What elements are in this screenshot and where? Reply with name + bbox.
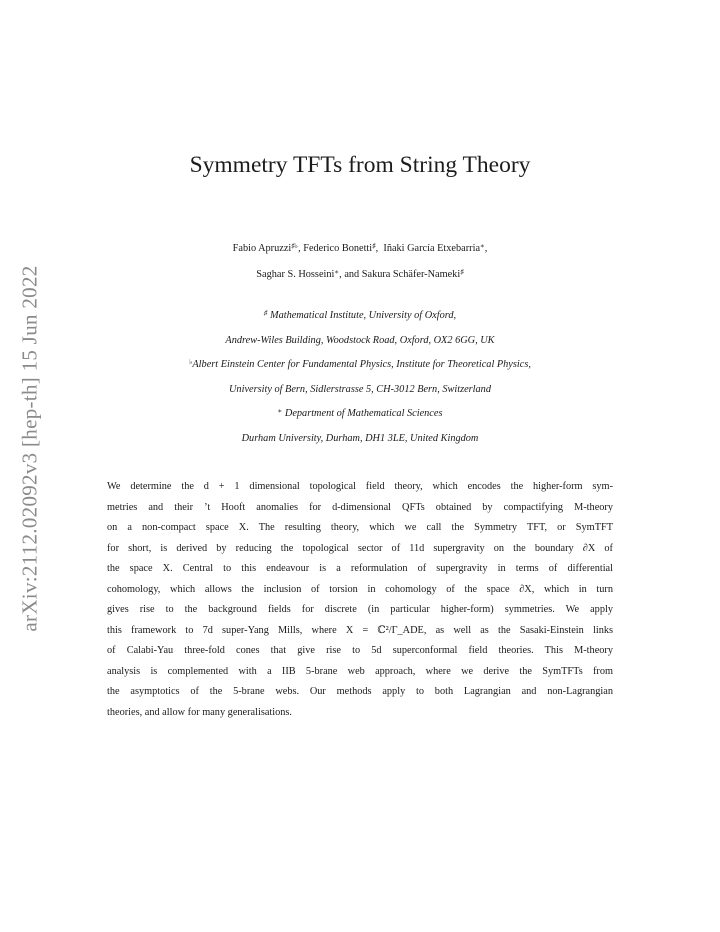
arxiv-identifier-text: arXiv:2112.02092v3 [hep-th] 15 Jun 2022	[17, 264, 42, 632]
author-affiliation-mark: ♯♭	[291, 242, 299, 250]
author-affiliation-mark: ∗	[480, 242, 485, 250]
abstract	[107, 477, 613, 723]
affiliation-oxford	[0, 304, 720, 353]
affiliation-line: Department of Mathematical Sciences	[284, 408, 443, 419]
affiliation-mark: ♭	[189, 358, 193, 366]
abstract-line: on a non-compact space X. The resulting theory, which we call the Symmetry TFT, or SymTFT	[107, 522, 613, 533]
abstract-line: of Calabi-Yau three-fold cones that give rise to 5d superconformal field theories. This M-theory	[107, 645, 613, 656]
author-line-1: Fabio Apruzzi♯♭, Federico Bonetti♯, Iñaki García Etxebarria∗,	[232, 242, 488, 254]
abstract-line: the asymptotics of the 5-brane webs. Our methods apply to both Lagrangian and non-Lagrangian	[107, 686, 613, 697]
affiliation-line: Mathematical Institute, University of Oxford,	[270, 310, 457, 321]
affiliation-list	[0, 304, 720, 451]
author-affiliation-mark: ♯	[372, 242, 376, 250]
affiliation-mark: ∗	[277, 407, 283, 415]
abstract-line: metries and their ’t Hooft anomalies for d-dimensional QFTs obtained by compactifying M-theory	[107, 501, 613, 513]
author-line-2: Saghar S. Hosseini∗, and Sakura Schäfer-Nameki♯	[256, 268, 464, 280]
author-name: Sakura Schäfer-Nameki	[361, 269, 461, 280]
abstract-line: theories, and allow for many generalisations.	[107, 706, 293, 718]
abstract-line: the space X. Central to this endeavour is a reformulation of supergravity in terms of differential	[107, 563, 613, 574]
abstract-line: this framework to 7d super-Yang Mills, where X = ℂ²/Γ_ADE, as well as the Sasaki-Einstein links	[107, 624, 613, 636]
affiliation-durham	[0, 402, 720, 451]
affiliation-line: University of Bern, Sidlerstrasse 5, CH-3012 Bern, Switzerland	[229, 383, 491, 395]
author-name: Iñaki García Etxebarria	[383, 243, 481, 254]
abstract-line: We determine the d + 1 dimensional topological field theory, which encodes the higher-form sym-	[107, 481, 613, 492]
paper-title: Symmetry TFTs from String Theory	[189, 152, 531, 178]
author-conjunction: and	[344, 269, 360, 280]
abstract-line: for short, is derived by reducing the topological sector of 11d supergravity on the boundary ∂X of	[107, 542, 613, 554]
affiliation-mark: ♯	[263, 309, 268, 317]
author-list	[0, 236, 720, 288]
abstract-line: analysis is complemented with a IIB 5-brane web approach, where we derive the SymTFTs from	[107, 665, 613, 677]
affiliation-line: Andrew-Wiles Building, Woodstock Road, Oxford, OX2 6GG, UK	[225, 334, 495, 346]
author-name: Fabio Apruzzi	[232, 243, 292, 254]
author-affiliation-mark: ♯	[460, 268, 464, 276]
affiliation-bern	[0, 353, 720, 402]
affiliation-line: Albert Einstein Center for Fundamental Physics, Institute for Theoretical Physics,	[192, 359, 531, 370]
abstract-line: cohomology, which allows the inclusion of torsion in cohomology of the space ∂X, which in turn	[107, 583, 613, 595]
author-name: Federico Bonetti	[303, 243, 373, 254]
affiliation-line: Durham University, Durham, DH1 3LE, United Kingdom	[241, 432, 479, 444]
abstract-line: gives rise to the background fields for discrete (in particular higher-form) symmetries. We apply	[107, 604, 613, 615]
author-name: Saghar S. Hosseini	[256, 269, 335, 280]
author-affiliation-mark: ∗	[334, 268, 340, 276]
